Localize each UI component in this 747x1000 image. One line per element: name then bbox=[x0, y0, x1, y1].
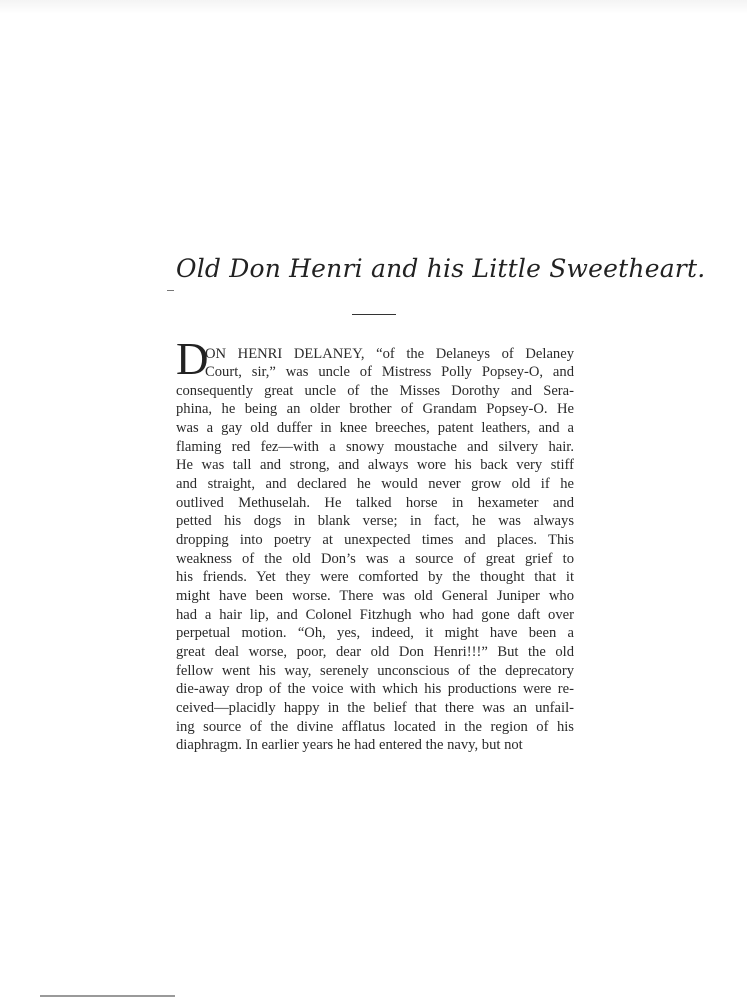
scan-edge-rule bbox=[40, 995, 175, 997]
body-line: perpetual motion. “Oh, yes, indeed, it might have been a bbox=[176, 625, 574, 641]
body-line: petted his dogs in blank verse; in fact, he was always bbox=[176, 513, 574, 529]
body-line: was a gay old duffer in knee breeches, patent leathers, and a bbox=[176, 420, 574, 436]
drop-cap: D bbox=[176, 334, 209, 384]
body-line: weakness of the old Don’s was a source of great grief to bbox=[176, 551, 574, 567]
stray-ink-mark bbox=[167, 290, 174, 291]
body-line: Court, sir,” was uncle of Mistress Polly Popsey-O, and bbox=[205, 364, 574, 380]
body-line: might have been worse. There was old General Juniper who bbox=[176, 588, 574, 604]
body-line: ing source of the divine afflatus located in the region of his bbox=[176, 719, 574, 735]
body-line: dropping into poetry at unexpected times and places. This bbox=[176, 532, 574, 548]
chapter-title: Old Don Henri and his Little Sweetheart. bbox=[176, 254, 706, 283]
body-line: die-away drop of the voice with which his productions were re- bbox=[176, 681, 574, 697]
body-line: great deal worse, poor, dear old Don Henri!!!” But the old bbox=[176, 644, 574, 660]
body-line: outlived Methuselah. He talked horse in hexameter and bbox=[176, 495, 574, 511]
body-line: his friends. Yet they were comforted by the thought that it bbox=[176, 569, 574, 585]
body-line: had a hair lip, and Colonel Fitzhugh who had gone daft over bbox=[176, 607, 574, 623]
body-line: diaphragm. In earlier years he had entered the navy, but not bbox=[176, 737, 523, 753]
page-top-edge bbox=[0, 0, 747, 14]
body-line: ON HENRI DELANEY, “of the Delaneys of Delaney bbox=[205, 346, 574, 362]
title-divider bbox=[352, 314, 396, 315]
body-line: flaming red fez—with a snowy moustache and silvery hair. bbox=[176, 439, 574, 455]
body-line: ceived—placidly happy in the belief that there was an unfail- bbox=[176, 700, 574, 716]
body-line: He was tall and strong, and always wore his back very stiff bbox=[176, 457, 574, 473]
body-line: phina, he being an older brother of Grandam Popsey-O. He bbox=[176, 401, 574, 417]
body-line: and straight, and declared he would never grow old if he bbox=[176, 476, 574, 492]
body-line: fellow went his way, serenely unconscious of the deprecatory bbox=[176, 663, 574, 679]
body-line: consequently great uncle of the Misses Dorothy and Sera- bbox=[176, 383, 574, 399]
